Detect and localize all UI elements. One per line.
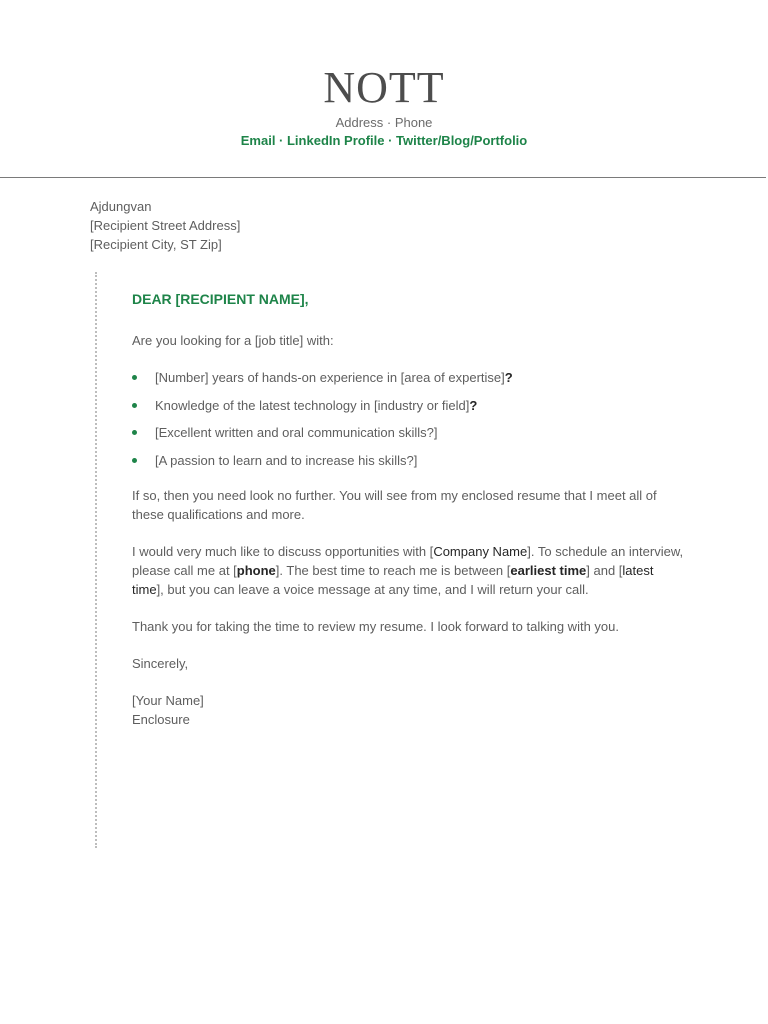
salutation: DEAR [RECIPIENT NAME], (132, 291, 309, 307)
schedule-text-5: ], but you can leave a voice message at any time, and I will return your call. (156, 581, 589, 597)
schedule-paragraph (132, 542, 687, 599)
recipient-name: Ajdungvan (90, 199, 152, 214)
list-item-text: [Number] years of hands-on experience in [area of expertise] (155, 370, 505, 385)
closing: Sincerely, (132, 655, 189, 671)
contact-links: Email · LinkedIn Profile · Twitter/Blog/Portfolio (240, 133, 528, 148)
bullet-icon (132, 458, 137, 463)
recipient-block (90, 197, 240, 254)
schedule-text-4: ] and [ (586, 562, 623, 578)
dotted-margin-line (95, 272, 97, 848)
header-name: NOTT (323, 63, 445, 112)
signature-name: [Your Name] (132, 692, 204, 708)
bullet-icon (132, 403, 137, 408)
list-item (132, 423, 687, 442)
list-item (132, 368, 687, 387)
recipient-street: [Recipient Street Address] (90, 218, 241, 233)
bullet-icon (132, 430, 137, 435)
thanks-paragraph: Thank you for taking the time to review my resume. I look forward to talking with you. (132, 618, 619, 634)
qualifications-paragraph: If so, then you need look no further. You will see from my enclosed resume that I meet all of these qualifications and more. (132, 487, 657, 522)
header-divider (0, 177, 766, 178)
earliest-time-placeholder: earliest time (510, 562, 587, 578)
schedule-text-3: ]. The best time to reach me is between [ (275, 562, 511, 578)
list-item-text: [A passion to learn and to increase his skills?] (155, 452, 418, 468)
list-item-end: ? (504, 370, 513, 385)
recipient-city: [Recipient City, ST Zip] (90, 237, 222, 252)
list-item-text: Knowledge of the latest technology in [industry or field] (155, 397, 470, 413)
company-name-placeholder: Company Name (433, 543, 528, 559)
bullet-icon (132, 375, 137, 380)
list-item-text: [Excellent written and oral communication skills?] (155, 425, 438, 440)
enclosure-note: Enclosure (132, 711, 190, 727)
phone-placeholder: phone (236, 562, 276, 578)
schedule-text-1: I would very much like to discuss opportunities with [ (132, 543, 434, 559)
intro-paragraph: Are you looking for a [job title] with: (132, 333, 334, 348)
latest-time-placeholder: latest time (132, 562, 654, 597)
list-item (132, 396, 687, 415)
list-item-end: ? (469, 397, 478, 413)
schedule-text-2: ]. To schedule an interview, please call me at [ (132, 543, 684, 578)
contact-address-phone: Address · Phone (335, 115, 433, 130)
list-item (132, 451, 687, 470)
qualification-list (132, 368, 687, 470)
letter-body (132, 290, 687, 729)
